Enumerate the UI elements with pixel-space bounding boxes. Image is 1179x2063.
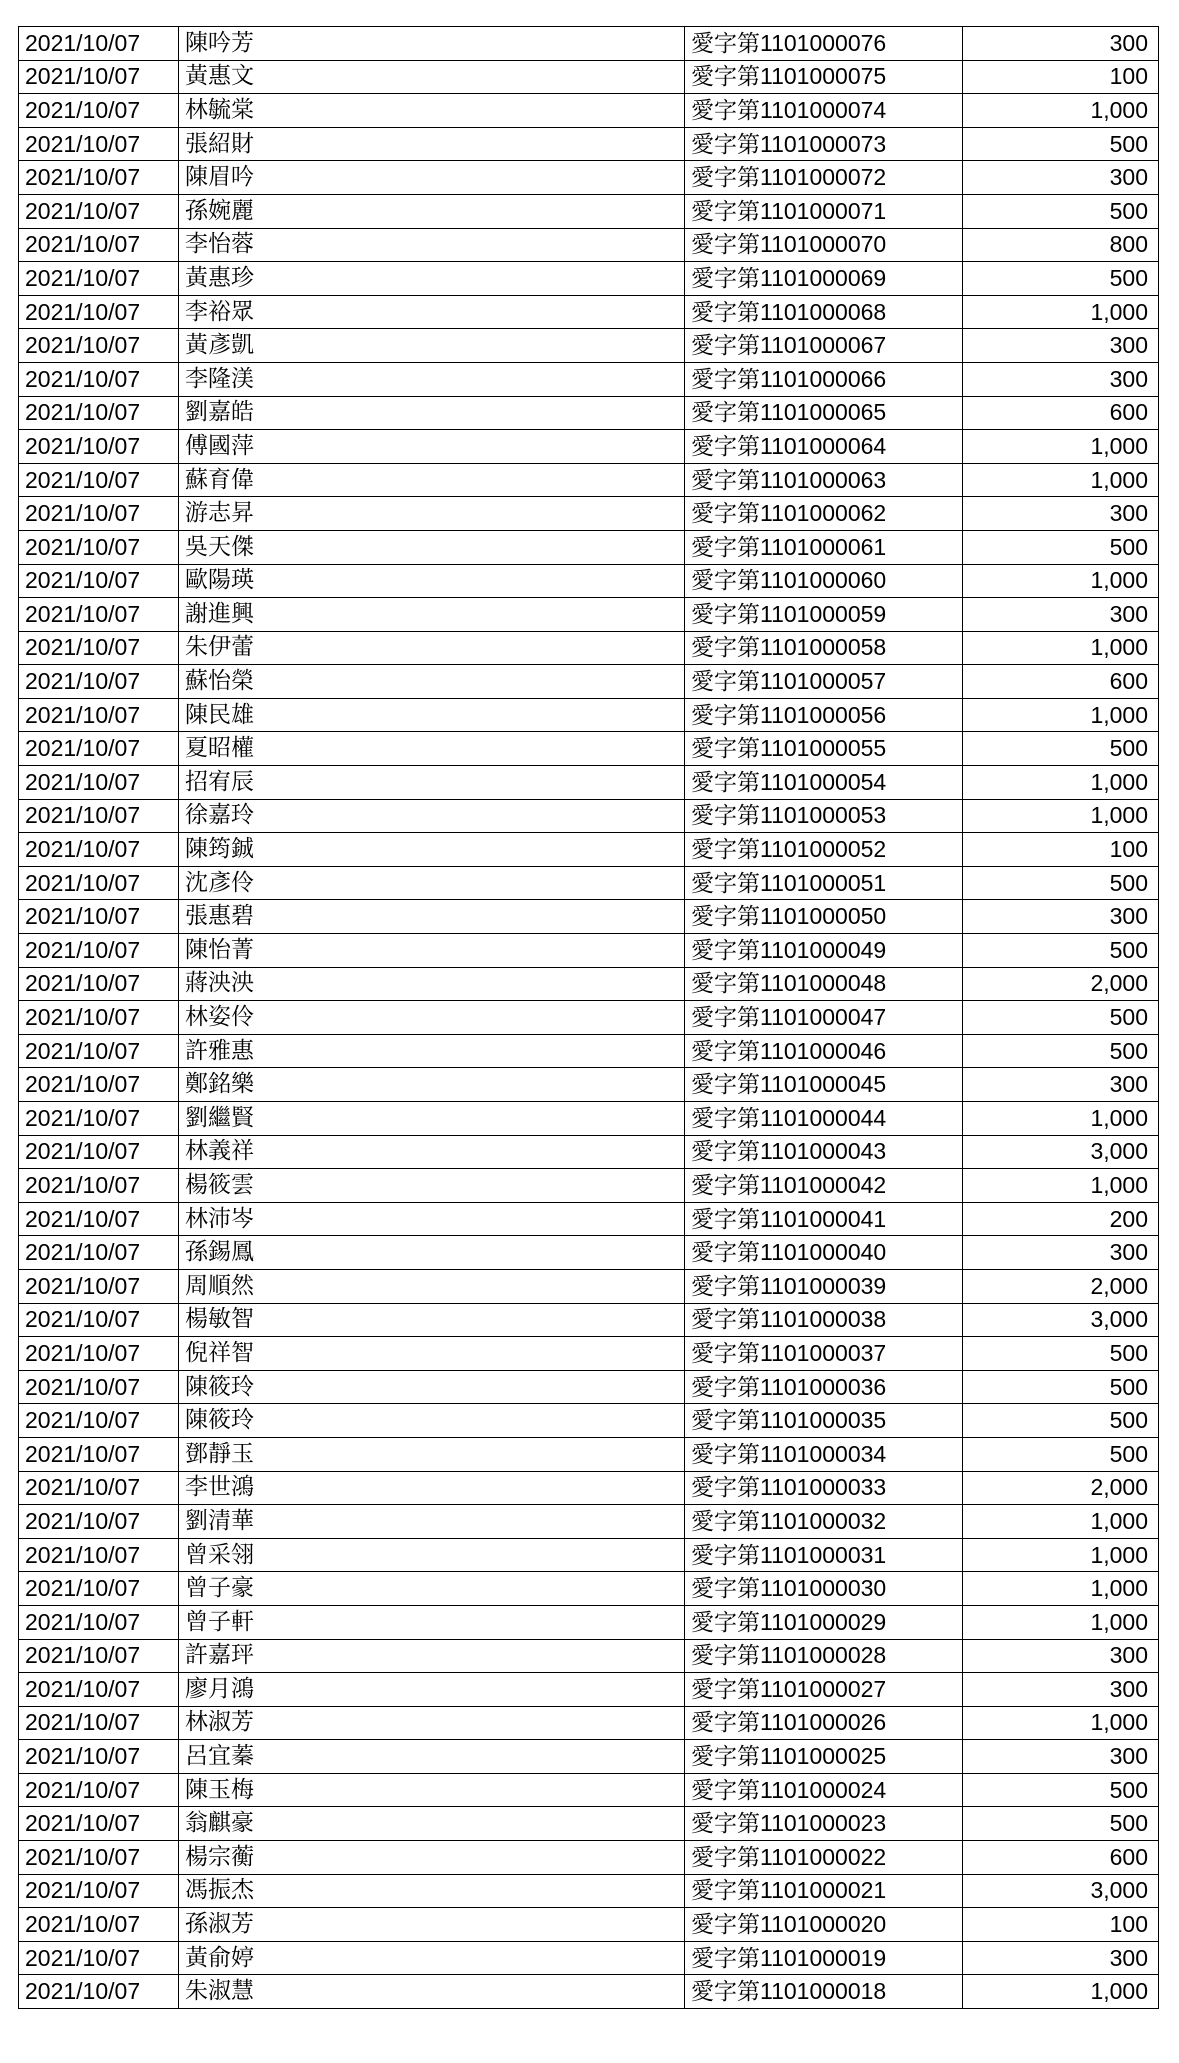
receipt-number-cell: 愛字第1101000050 [685,900,963,934]
donor-name-cell: 曾采翎 [179,1538,685,1572]
date-cell: 2021/10/07 [19,530,179,564]
receipt-number-cell: 愛字第1101000072 [685,161,963,195]
amount-cell: 300 [963,1941,1159,1975]
table-row [19,1941,1159,1975]
date-cell: 2021/10/07 [19,1773,179,1807]
donor-name-cell: 沈彥伶 [179,866,685,900]
donor-name-cell: 夏昭權 [179,732,685,766]
table-row [19,530,1159,564]
receipt-number-cell: 愛字第1101000029 [685,1605,963,1639]
receipt-number-cell: 愛字第1101000035 [685,1404,963,1438]
amount-cell: 500 [963,1404,1159,1438]
table-row [19,900,1159,934]
date-cell: 2021/10/07 [19,631,179,665]
amount-cell: 500 [963,1337,1159,1371]
amount-cell: 300 [963,497,1159,531]
donor-name-cell: 林姿伶 [179,1001,685,1035]
receipt-number-cell: 愛字第1101000018 [685,1975,963,2009]
amount-cell: 2,000 [963,1269,1159,1303]
donor-name-cell: 孫婉麗 [179,194,685,228]
receipt-number-cell: 愛字第1101000036 [685,1370,963,1404]
table-row [19,228,1159,262]
receipt-number-cell: 愛字第1101000060 [685,564,963,598]
table-row [19,1505,1159,1539]
amount-cell: 300 [963,362,1159,396]
receipt-number-cell: 愛字第1101000046 [685,1034,963,1068]
receipt-number-cell: 愛字第1101000022 [685,1841,963,1875]
table-row [19,1236,1159,1270]
amount-cell: 3,000 [963,1303,1159,1337]
date-cell: 2021/10/07 [19,1740,179,1774]
table-row [19,564,1159,598]
date-cell: 2021/10/07 [19,1102,179,1136]
receipt-number-cell: 愛字第1101000052 [685,833,963,867]
receipt-number-cell: 愛字第1101000028 [685,1639,963,1673]
amount-cell: 1,000 [963,564,1159,598]
amount-cell: 300 [963,598,1159,632]
amount-cell: 300 [963,161,1159,195]
table-row [19,362,1159,396]
date-cell: 2021/10/07 [19,1706,179,1740]
amount-cell: 3,000 [963,1135,1159,1169]
table-row [19,127,1159,161]
donor-name-cell: 游志昇 [179,497,685,531]
table-row [19,1908,1159,1942]
amount-cell: 1,000 [963,1605,1159,1639]
date-cell: 2021/10/07 [19,295,179,329]
table-row [19,60,1159,94]
table-row [19,430,1159,464]
donor-name-cell: 劉清華 [179,1505,685,1539]
donor-name-cell: 陳眉吟 [179,161,685,195]
receipt-number-cell: 愛字第1101000062 [685,497,963,531]
donation-table [18,26,1159,2009]
table-row [19,1269,1159,1303]
receipt-number-cell: 愛字第1101000025 [685,1740,963,1774]
donor-name-cell: 廖月鴻 [179,1673,685,1707]
table-row [19,194,1159,228]
date-cell: 2021/10/07 [19,833,179,867]
date-cell: 2021/10/07 [19,127,179,161]
receipt-number-cell: 愛字第1101000058 [685,631,963,665]
donor-name-cell: 翁麒豪 [179,1807,685,1841]
donor-name-cell: 呂宜蓁 [179,1740,685,1774]
amount-cell: 500 [963,1001,1159,1035]
date-cell: 2021/10/07 [19,1538,179,1572]
receipt-number-cell: 愛字第1101000039 [685,1269,963,1303]
donor-name-cell: 陳怡菁 [179,934,685,968]
receipt-number-cell: 愛字第1101000051 [685,866,963,900]
receipt-number-cell: 愛字第1101000033 [685,1471,963,1505]
donor-name-cell: 陳筱玲 [179,1404,685,1438]
receipt-number-cell: 愛字第1101000034 [685,1437,963,1471]
date-cell: 2021/10/07 [19,1068,179,1102]
date-cell: 2021/10/07 [19,1908,179,1942]
receipt-number-cell: 愛字第1101000023 [685,1807,963,1841]
amount-cell: 1,000 [963,1169,1159,1203]
amount-cell: 500 [963,530,1159,564]
date-cell: 2021/10/07 [19,1505,179,1539]
receipt-number-cell: 愛字第1101000024 [685,1773,963,1807]
date-cell: 2021/10/07 [19,1941,179,1975]
date-cell: 2021/10/07 [19,1975,179,2009]
receipt-number-cell: 愛字第1101000038 [685,1303,963,1337]
donor-name-cell: 林沛岑 [179,1202,685,1236]
date-cell: 2021/10/07 [19,799,179,833]
donor-name-cell: 許雅惠 [179,1034,685,1068]
table-row [19,631,1159,665]
date-cell: 2021/10/07 [19,396,179,430]
donor-name-cell: 楊敏智 [179,1303,685,1337]
amount-cell: 1,000 [963,1706,1159,1740]
donor-name-cell: 黃惠珍 [179,262,685,296]
date-cell: 2021/10/07 [19,934,179,968]
table-row [19,1001,1159,1035]
date-cell: 2021/10/07 [19,564,179,598]
date-cell: 2021/10/07 [19,900,179,934]
table-row [19,1471,1159,1505]
date-cell: 2021/10/07 [19,1303,179,1337]
amount-cell: 300 [963,27,1159,61]
amount-cell: 1,000 [963,1975,1159,2009]
donor-name-cell: 徐嘉玲 [179,799,685,833]
receipt-number-cell: 愛字第1101000020 [685,1908,963,1942]
table-row [19,262,1159,296]
date-cell: 2021/10/07 [19,1169,179,1203]
date-cell: 2021/10/07 [19,329,179,363]
donor-name-cell: 周順然 [179,1269,685,1303]
amount-cell: 300 [963,900,1159,934]
receipt-number-cell: 愛字第1101000053 [685,799,963,833]
table-row [19,161,1159,195]
table-row [19,1874,1159,1908]
amount-cell: 600 [963,1841,1159,1875]
table-row [19,732,1159,766]
date-cell: 2021/10/07 [19,1236,179,1270]
table-row [19,1102,1159,1136]
receipt-number-cell: 愛字第1101000027 [685,1673,963,1707]
donor-name-cell: 黃惠文 [179,60,685,94]
date-cell: 2021/10/07 [19,94,179,128]
donor-name-cell: 曾子軒 [179,1605,685,1639]
table-row [19,1841,1159,1875]
receipt-number-cell: 愛字第1101000048 [685,967,963,1001]
table-row [19,598,1159,632]
donor-name-cell: 劉繼賢 [179,1102,685,1136]
table-row [19,1437,1159,1471]
amount-cell: 600 [963,665,1159,699]
receipt-number-cell: 愛字第1101000019 [685,1941,963,1975]
date-cell: 2021/10/07 [19,1807,179,1841]
date-cell: 2021/10/07 [19,228,179,262]
date-cell: 2021/10/07 [19,1404,179,1438]
donor-name-cell: 曾子豪 [179,1572,685,1606]
table-row [19,329,1159,363]
date-cell: 2021/10/07 [19,497,179,531]
amount-cell: 500 [963,1807,1159,1841]
table-row [19,967,1159,1001]
date-cell: 2021/10/07 [19,1135,179,1169]
donor-name-cell: 朱伊蕾 [179,631,685,665]
table-row [19,27,1159,61]
table-row [19,396,1159,430]
donor-name-cell: 吳天傑 [179,530,685,564]
donor-name-cell: 劉嘉皓 [179,396,685,430]
amount-cell: 100 [963,60,1159,94]
date-cell: 2021/10/07 [19,1572,179,1606]
receipt-number-cell: 愛字第1101000076 [685,27,963,61]
table-row [19,1639,1159,1673]
amount-cell: 500 [963,1034,1159,1068]
date-cell: 2021/10/07 [19,194,179,228]
receipt-number-cell: 愛字第1101000030 [685,1572,963,1606]
amount-cell: 500 [963,1773,1159,1807]
donor-name-cell: 李怡蓉 [179,228,685,262]
table-row [19,1673,1159,1707]
date-cell: 2021/10/07 [19,262,179,296]
table-row [19,1337,1159,1371]
amount-cell: 500 [963,194,1159,228]
donor-name-cell: 林淑芳 [179,1706,685,1740]
table-row [19,866,1159,900]
donor-name-cell: 陳吟芳 [179,27,685,61]
donor-name-cell: 陳民雄 [179,698,685,732]
amount-cell: 1,000 [963,631,1159,665]
receipt-number-cell: 愛字第1101000068 [685,295,963,329]
table-row [19,1169,1159,1203]
date-cell: 2021/10/07 [19,1202,179,1236]
date-cell: 2021/10/07 [19,1874,179,1908]
table-row [19,665,1159,699]
donor-name-cell: 陳筠鋮 [179,833,685,867]
donor-name-cell: 許嘉玶 [179,1639,685,1673]
receipt-number-cell: 愛字第1101000032 [685,1505,963,1539]
receipt-number-cell: 愛字第1101000045 [685,1068,963,1102]
receipt-number-cell: 愛字第1101000071 [685,194,963,228]
receipt-number-cell: 愛字第1101000021 [685,1874,963,1908]
donor-name-cell: 倪祥智 [179,1337,685,1371]
donor-name-cell: 張紹財 [179,127,685,161]
receipt-number-cell: 愛字第1101000044 [685,1102,963,1136]
date-cell: 2021/10/07 [19,866,179,900]
table-row [19,497,1159,531]
donor-name-cell: 傅國萍 [179,430,685,464]
donor-name-cell: 李隆渼 [179,362,685,396]
receipt-number-cell: 愛字第1101000037 [685,1337,963,1371]
donor-name-cell: 馮振杰 [179,1874,685,1908]
amount-cell: 1,000 [963,430,1159,464]
amount-cell: 1,000 [963,698,1159,732]
amount-cell: 2,000 [963,1471,1159,1505]
amount-cell: 500 [963,1437,1159,1471]
table-row [19,799,1159,833]
amount-cell: 500 [963,934,1159,968]
donor-name-cell: 鄭銘樂 [179,1068,685,1102]
receipt-number-cell: 愛字第1101000054 [685,766,963,800]
amount-cell: 100 [963,1908,1159,1942]
amount-cell: 500 [963,732,1159,766]
amount-cell: 1,000 [963,463,1159,497]
receipt-number-cell: 愛字第1101000049 [685,934,963,968]
receipt-number-cell: 愛字第1101000040 [685,1236,963,1270]
receipt-number-cell: 愛字第1101000064 [685,430,963,464]
donor-name-cell: 李裕眾 [179,295,685,329]
date-cell: 2021/10/07 [19,463,179,497]
receipt-number-cell: 愛字第1101000066 [685,362,963,396]
donor-name-cell: 黃俞婷 [179,1941,685,1975]
date-cell: 2021/10/07 [19,1437,179,1471]
table-row [19,1773,1159,1807]
receipt-number-cell: 愛字第1101000031 [685,1538,963,1572]
date-cell: 2021/10/07 [19,1673,179,1707]
amount-cell: 500 [963,127,1159,161]
amount-cell: 600 [963,396,1159,430]
table-row [19,1706,1159,1740]
amount-cell: 1,000 [963,1102,1159,1136]
table-row [19,1538,1159,1572]
table-row [19,1068,1159,1102]
donor-name-cell: 陳筱玲 [179,1370,685,1404]
amount-cell: 3,000 [963,1874,1159,1908]
amount-cell: 500 [963,866,1159,900]
receipt-number-cell: 愛字第1101000042 [685,1169,963,1203]
date-cell: 2021/10/07 [19,27,179,61]
donor-name-cell: 黃彥凱 [179,329,685,363]
table-row [19,698,1159,732]
donor-name-cell: 楊宗蘅 [179,1841,685,1875]
date-cell: 2021/10/07 [19,1034,179,1068]
amount-cell: 1,000 [963,295,1159,329]
amount-cell: 300 [963,1673,1159,1707]
date-cell: 2021/10/07 [19,766,179,800]
receipt-number-cell: 愛字第1101000074 [685,94,963,128]
table-row [19,1303,1159,1337]
donor-name-cell: 林毓棠 [179,94,685,128]
table-row [19,833,1159,867]
table-row [19,463,1159,497]
receipt-number-cell: 愛字第1101000061 [685,530,963,564]
receipt-number-cell: 愛字第1101000057 [685,665,963,699]
receipt-number-cell: 愛字第1101000067 [685,329,963,363]
amount-cell: 1,000 [963,1538,1159,1572]
date-cell: 2021/10/07 [19,1639,179,1673]
table-row [19,94,1159,128]
amount-cell: 2,000 [963,967,1159,1001]
receipt-number-cell: 愛字第1101000073 [685,127,963,161]
table-row [19,295,1159,329]
amount-cell: 300 [963,1236,1159,1270]
date-cell: 2021/10/07 [19,362,179,396]
donor-name-cell: 謝進興 [179,598,685,632]
table-row [19,1807,1159,1841]
date-cell: 2021/10/07 [19,598,179,632]
date-cell: 2021/10/07 [19,430,179,464]
donor-name-cell: 蘇育偉 [179,463,685,497]
amount-cell: 1,000 [963,766,1159,800]
date-cell: 2021/10/07 [19,732,179,766]
receipt-number-cell: 愛字第1101000026 [685,1706,963,1740]
date-cell: 2021/10/07 [19,1605,179,1639]
table-row [19,1202,1159,1236]
table-row [19,1034,1159,1068]
donor-name-cell: 孫淑芳 [179,1908,685,1942]
receipt-number-cell: 愛字第1101000055 [685,732,963,766]
date-cell: 2021/10/07 [19,1337,179,1371]
date-cell: 2021/10/07 [19,1001,179,1035]
amount-cell: 300 [963,1639,1159,1673]
amount-cell: 500 [963,1370,1159,1404]
amount-cell: 300 [963,1740,1159,1774]
table-row [19,1975,1159,2009]
date-cell: 2021/10/07 [19,1841,179,1875]
amount-cell: 1,000 [963,1572,1159,1606]
receipt-number-cell: 愛字第1101000075 [685,60,963,94]
receipt-number-cell: 愛字第1101000070 [685,228,963,262]
receipt-number-cell: 愛字第1101000041 [685,1202,963,1236]
receipt-number-cell: 愛字第1101000056 [685,698,963,732]
table-row [19,1135,1159,1169]
amount-cell: 300 [963,1068,1159,1102]
donor-name-cell: 鄧靜玉 [179,1437,685,1471]
donor-name-cell: 林義祥 [179,1135,685,1169]
donor-name-cell: 李世鴻 [179,1471,685,1505]
date-cell: 2021/10/07 [19,1370,179,1404]
donor-name-cell: 張惠碧 [179,900,685,934]
date-cell: 2021/10/07 [19,698,179,732]
date-cell: 2021/10/07 [19,60,179,94]
table-row [19,934,1159,968]
donation-table-body [19,27,1159,2009]
receipt-number-cell: 愛字第1101000069 [685,262,963,296]
amount-cell: 300 [963,329,1159,363]
donor-name-cell: 陳玉梅 [179,1773,685,1807]
amount-cell: 800 [963,228,1159,262]
table-row [19,1572,1159,1606]
amount-cell: 100 [963,833,1159,867]
receipt-number-cell: 愛字第1101000059 [685,598,963,632]
date-cell: 2021/10/07 [19,967,179,1001]
date-cell: 2021/10/07 [19,665,179,699]
amount-cell: 200 [963,1202,1159,1236]
table-row [19,1370,1159,1404]
donor-name-cell: 招宥辰 [179,766,685,800]
receipt-number-cell: 愛字第1101000043 [685,1135,963,1169]
table-row [19,1605,1159,1639]
donor-name-cell: 孫錫鳳 [179,1236,685,1270]
date-cell: 2021/10/07 [19,161,179,195]
date-cell: 2021/10/07 [19,1269,179,1303]
donor-name-cell: 楊筱雲 [179,1169,685,1203]
receipt-number-cell: 愛字第1101000065 [685,396,963,430]
donor-name-cell: 蔣泱泱 [179,967,685,1001]
donor-name-cell: 歐陽瑛 [179,564,685,598]
amount-cell: 1,000 [963,1505,1159,1539]
amount-cell: 1,000 [963,799,1159,833]
table-row [19,766,1159,800]
amount-cell: 1,000 [963,94,1159,128]
donor-name-cell: 朱淑慧 [179,1975,685,2009]
donor-name-cell: 蘇怡榮 [179,665,685,699]
receipt-number-cell: 愛字第1101000047 [685,1001,963,1035]
table-row [19,1404,1159,1438]
date-cell: 2021/10/07 [19,1471,179,1505]
table-row [19,1740,1159,1774]
receipt-number-cell: 愛字第1101000063 [685,463,963,497]
amount-cell: 500 [963,262,1159,296]
